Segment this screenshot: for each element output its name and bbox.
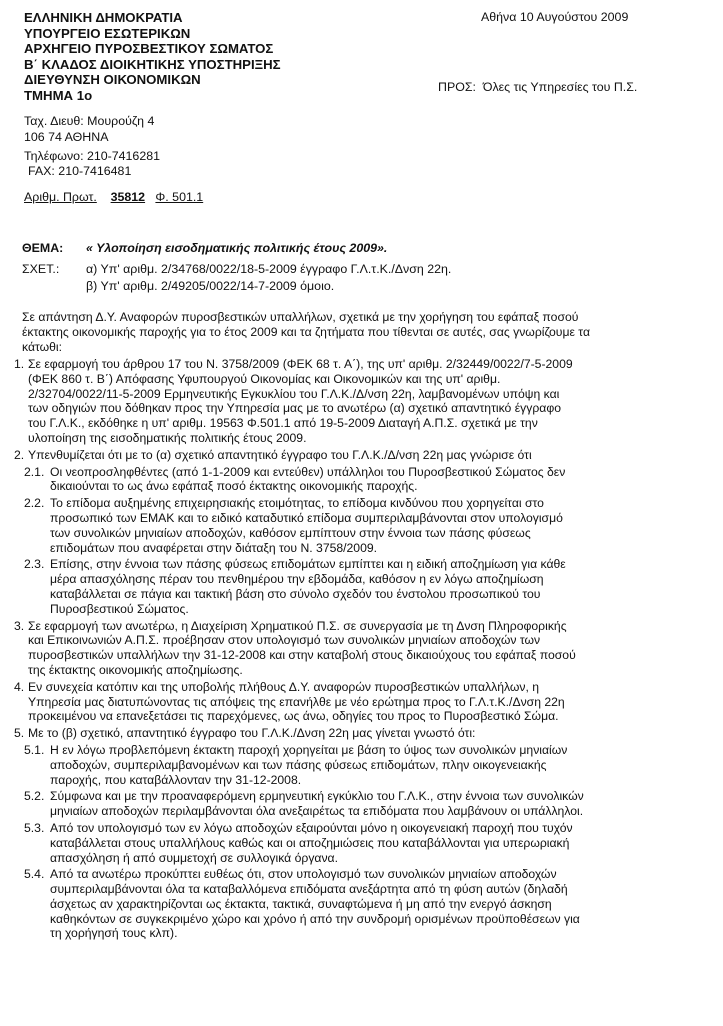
paragraph-line: Σύμφωνα και με την προαναφερόμενη ερμηνευτική εγκύκλιο του Γ.Λ.Κ., στην έννοια των συνολικών bbox=[50, 789, 584, 804]
references-label: ΣΧΕΤ.: bbox=[22, 262, 60, 276]
paragraph-number: 2.3. bbox=[24, 557, 45, 572]
paragraph-line: απασχόληση ή από συμμετοχή σε συλλογικά όργανα. bbox=[50, 850, 338, 865]
paragraph-line: συμπεριλαμβάνονται όλα τα καταβαλλόμενα επιδόματα ανεξάρτητα από τη φύση αυτών (δηλαδή bbox=[50, 882, 568, 897]
paragraph-line: πυροσβεστικών υπαλλήλων την 31-12-2008 και στην καταβολή στους δικαιούχους του εφάπαξ ποσού bbox=[28, 648, 576, 663]
paragraph-5-4 bbox=[14, 867, 720, 941]
protocol-label: Αριθμ. Πρωτ. bbox=[24, 190, 97, 204]
protocol-line bbox=[24, 190, 203, 205]
paragraph-line: προκειμένου να επανεξετάσει τις παρεχόμενες, ως άνω, οδηγίες του προς το Πυροσβεστικό Σώμα. bbox=[28, 709, 559, 724]
header-line-2: ΥΠΟΥΡΓΕΙΟ ΕΣΩΤΕΡΙΚΩΝ bbox=[24, 25, 191, 41]
paragraph-line: παροχής, που καταβάλλονταν την 31-12-2008. bbox=[50, 772, 302, 787]
paragraph-2 bbox=[14, 448, 720, 463]
paragraph-line: μηνιαίων αποδοχών περιλαμβάνονται όλα ανεξαιρέτως τα επιδόματα που λαμβάνουν οι υπάλληλοι. bbox=[50, 804, 584, 819]
paragraph-5-2 bbox=[14, 789, 720, 819]
header-line-4: Β΄ ΚΛΑΔΟΣ ΔΙΟΙΚΗΤΙΚΗΣ ΥΠΟΣΤΗΡΙΞΗΣ bbox=[24, 56, 281, 72]
paragraph-line: καθηκόντων σε συγκεκριμένο χώρο και χρόνο ή από την συνδρομή ορισμένων προϋποθέσεων για bbox=[50, 911, 580, 926]
paragraph-line: τη χορήγησή τους κλπ). bbox=[50, 926, 178, 941]
paragraph-5 bbox=[14, 726, 720, 741]
phone: Τηλέφωνο: 210-7416281 bbox=[24, 148, 160, 163]
fax: FAX: 210-7416481 bbox=[28, 164, 132, 178]
paragraph-line: Το επίδομα αυξημένης επιχειρησιακής ετοιμότητας, το επίδομα κινδύνου που χορηγείται στο bbox=[50, 496, 544, 511]
paragraph-line: της έκτακτης οικονομικής αποζημίωσης. bbox=[28, 662, 243, 677]
paragraph-line: προσωπικό των ΕΜΑΚ και το ειδικό καταδυτικό επίδομα συμπεριλαμβάνονται στον υπολογισμό bbox=[50, 510, 563, 525]
intro-line: κάτωθι: bbox=[22, 339, 63, 354]
paragraph-line: 2/32704/0022/11-5-2009 Ερμηνευτικής Εγκυκλίου του Γ.Λ.Κ./Δ/νση 22η, λαμβανομένων υπόψη και bbox=[28, 386, 560, 401]
paragraph-number: 5.4. bbox=[24, 867, 45, 882]
address: Ταχ. Διευθ: Μουρούζη 4 bbox=[24, 114, 155, 128]
header-line-6: ΤΜΗΜΑ 1ο bbox=[24, 87, 93, 103]
document-date: Αθήνα 10 Αυγούστου 2009 bbox=[481, 10, 629, 24]
postal-code: 106 74 ΑΘΗΝΑ bbox=[24, 129, 109, 144]
paragraph-line: Οι νεοπροσληφθέντες (από 1-1-2009 και εντεύθεν) υπάλληλοι του Πυροσβεστικού Σώματος δεν bbox=[50, 464, 566, 479]
intro-line: έκτακτης οικονομικής παροχής για το έτος 2009 και τα ζητήματα που τίθενται σε αυτές, σας γνωρίζουμε τα bbox=[22, 324, 590, 339]
paragraph-line: των συνολικών μηνιαίων αποδοχών, καθόσον εμπίπτουν στην έννοια των πάσης φύσεως bbox=[50, 525, 531, 540]
paragraph-line: Πυροσβεστικού Σώματος. bbox=[50, 601, 189, 616]
paragraph-number: 1. bbox=[14, 357, 25, 371]
paragraph-number: 3. bbox=[14, 618, 25, 633]
protocol-file: Φ. 501.1 bbox=[155, 190, 204, 204]
paragraph-3 bbox=[14, 619, 720, 678]
paragraph-line: καταβάλλεται στους υπαλλήλους καθώς και οι αποζημιώσεις που καταβάλλονται για υπερωριακή bbox=[50, 835, 570, 850]
protocol-number: 35812 bbox=[110, 190, 146, 204]
references bbox=[22, 262, 451, 294]
paragraph-line: Επίσης, στην έννοια των πάσης φύσεως επιδομάτων εμπίπτει και η ειδική αποζημίωση για κάθε bbox=[50, 557, 566, 572]
paragraph-5-1 bbox=[14, 743, 720, 787]
numbered-paragraphs bbox=[14, 357, 720, 943]
paragraph-number: 5.1. bbox=[24, 742, 45, 757]
paragraph-number: 2.1. bbox=[24, 464, 45, 479]
paragraph-line: μέρα απασχόλησης πέραν του πενθημέρου την εβδομάδα, καθόσον η εν λόγω αποζημίωση bbox=[50, 572, 544, 587]
paragraph-number: 2.2. bbox=[24, 496, 45, 511]
subject-line bbox=[22, 241, 387, 256]
paragraph-line: αποδοχών, συμπεριλαμβανομένων και των πάσης φύσεως επιδομάτων, πλην οικογενειακής bbox=[50, 757, 547, 772]
recipient bbox=[438, 80, 637, 95]
reference-a: α) Υπ' αριθμ. 2/34768/0022/18-5-2009 έγγραφο Γ.Λ.τ.Κ./Δνση 22η. bbox=[86, 262, 452, 276]
paragraph-line: Η εν λόγω προβλεπόμενη έκτακτη παροχή χορηγείται με βάση το ύψος των συνολικών μηνιαίων bbox=[50, 742, 568, 757]
paragraph-line: και Επικοινωνιών Α.Π.Σ. προέβησαν στον υπολογισμό των συνολικών μηνιαίων αποδοχών των bbox=[28, 633, 541, 648]
intro-line: Σε απάντηση Δ.Υ. Αναφορών πυροσβεστικών υπαλλήλων, σχετικά με την χορήγηση του εφάπαξ ποσού bbox=[22, 310, 579, 324]
paragraph-2-3 bbox=[14, 557, 720, 616]
paragraph-4 bbox=[14, 680, 720, 724]
paragraph-line: (ΦΕΚ 860 τ. Β΄) Απόφασης Υφυπουργού Οικονομίας και Οικονομικών και της υπ' αριθμ. bbox=[28, 371, 501, 386]
paragraph-line: Σε εφαρμογή των ανωτέρω, η Διαχείριση Χρηματικού Π.Σ. σε συνεργασία με τη Δνση Πληροφορικής bbox=[28, 618, 567, 633]
header-line-3: ΑΡΧΗΓΕΙΟ ΠΥΡΟΣΒΕΣΤΙΚΟΥ ΣΩΜΑΤΟΣ bbox=[24, 41, 274, 56]
paragraph-line: των οδηγιών που δόθηκαν προς την Υπηρεσία μας με το ανωτέρω (α) σχετικό απαντητικό έγγραφο bbox=[28, 401, 561, 416]
subject-text: « Υλοποίηση εισοδηματικής πολιτικής έτους 2009». bbox=[86, 241, 388, 255]
paragraph-line: υλοποίηση της εισοδηματικής πολιτικής έτους 2009. bbox=[28, 430, 307, 445]
paragraph-number: 4. bbox=[14, 679, 25, 694]
paragraph-number: 2. bbox=[14, 447, 25, 462]
paragraph-line: Εν συνεχεία κατόπιν και της υποβολής πλήθους Δ.Υ. αναφορών πυροσβεστικών υπαλλήλων, η bbox=[28, 679, 540, 694]
intro bbox=[22, 310, 722, 354]
paragraph-line: Σε εφαρμογή του άρθρου 17 του Ν. 3758/2009 (ΦΕΚ 68 τ. Α΄), της υπ' αριθμ. 2/32449/0022/7-5-2009 bbox=[28, 357, 573, 371]
paragraph-line: άσχετως αν χαρακτηρίζονται ως έκτακτα, τακτικά, συναφτώμενα ή μη από την ενεργό άσκηση bbox=[50, 896, 552, 911]
header-line-1: ΕΛΛΗΝΙΚΗ ΔΗΜΟΚΡΑΤΙΑ bbox=[24, 10, 183, 25]
paragraph-2-2 bbox=[14, 496, 720, 555]
paragraph-line: Από τον υπολογισμό των εν λόγω αποδοχών εξαιρούνται μόνο η οικογενειακή παροχή που τυχόν bbox=[50, 820, 573, 835]
paragraph-line: επιδομάτων που αναφέρεται στην διάταξη του Ν. 3758/2009. bbox=[50, 540, 378, 555]
paragraph-2-1 bbox=[14, 465, 720, 495]
paragraph-number: 5.3. bbox=[24, 820, 45, 835]
recipient-label: ΠΡΟΣ: bbox=[438, 80, 476, 94]
paragraph-5-3 bbox=[14, 821, 720, 865]
paragraph-line: Με το (β) σχετικό, απαντητικό έγγραφο του Γ.Λ.Κ./Δνση 22η μας γίνεται γνωστό ότι: bbox=[28, 726, 476, 741]
paragraph-line: δικαιούνται το ως άνω εφάπαξ ποσό έκτακτης οικονομικής παροχής. bbox=[50, 479, 418, 494]
paragraph-line: Υπενθυμίζεται ότι με το (α) σχετικό απαντητικό έγγραφο του Γ.Λ.Κ./Δ/νση 22η μας γνώρισε ότι bbox=[28, 447, 532, 462]
recipient-value: Όλες τις Υπηρεσίες του Π.Σ. bbox=[482, 80, 638, 94]
reference-b: β) Υπ' αριθμ. 2/49205/0022/14-7-2009 όμοιο. bbox=[86, 279, 335, 294]
paragraph-line: του Γ.Λ.Κ., εκδόθηκε η υπ' αριθμ. 19563 Φ.501.1 από 19-5-2009 Διαταγή Α.Π.Σ. σχετικά με την bbox=[28, 416, 538, 431]
subject-label: ΘΕΜΑ: bbox=[22, 241, 64, 255]
paragraph-number: 5. bbox=[14, 726, 25, 741]
paragraph-1 bbox=[14, 357, 720, 446]
header-line-5: ΔΙΕΥΘΥΝΣΗ ΟΙΚΟΝΟΜΙΚΩΝ bbox=[24, 72, 201, 87]
paragraph-line: Από τα ανωτέρω προκύπτει ευθέως ότι, στον υπολογισμό των συνολικών μηνιαίων αποδοχών bbox=[50, 867, 557, 882]
paragraph-number: 5.2. bbox=[24, 789, 45, 804]
paragraph-line: Υπηρεσία μας διατυπώνοντας τις απόψεις της επανήλθε με νέο ερώτημα προς το Γ.Λ.τ.Κ./Δνση 22η bbox=[28, 694, 565, 709]
paragraph-line: καταβάλλεται σε πάγια και τακτική βάση στο σύνολο σχεδόν του ένστολου προσωπικού του bbox=[50, 586, 541, 601]
